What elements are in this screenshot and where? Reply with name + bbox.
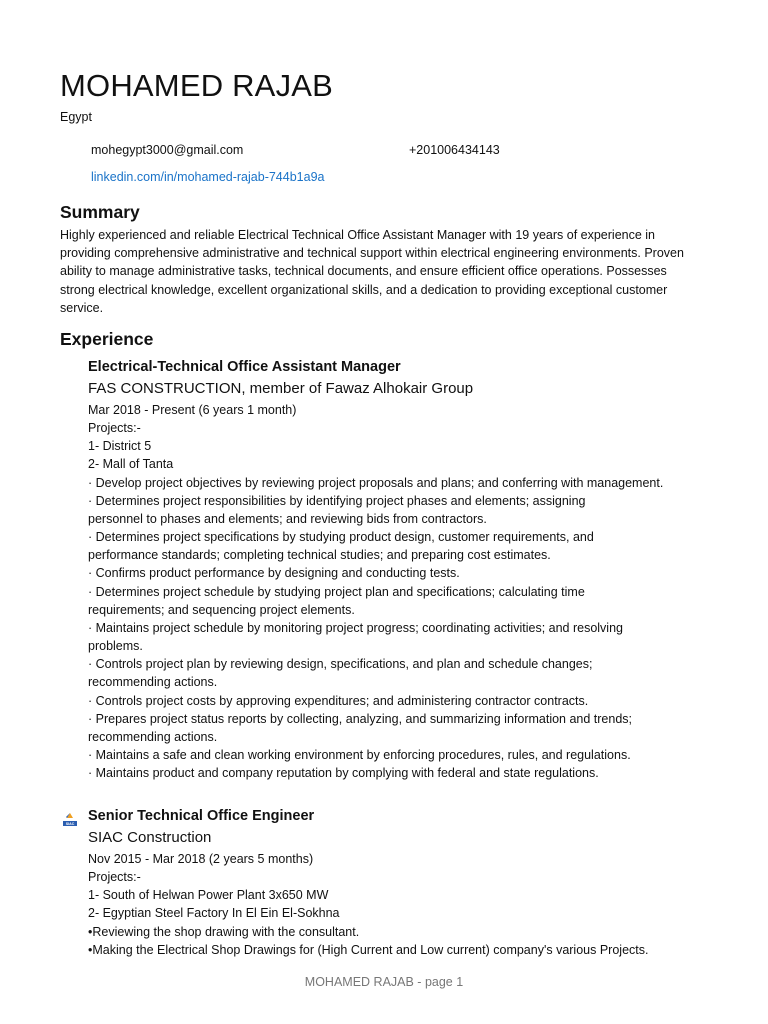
job-detail-line: · Controls project plan by reviewing design, specifications, and plan and schedule changes; [88, 657, 593, 672]
job-detail-line: 2- Egyptian Steel Factory In El Ein El-Sokhna [88, 906, 340, 921]
job-title: Senior Technical Office Engineer [88, 808, 315, 824]
job-detail-line: · Maintains product and company reputation by complying with federal and state regulations. [88, 766, 599, 781]
job-details [88, 401, 663, 782]
job-detail-line: · Maintains a safe and clean working environment by enforcing procedures, rules, and regulations. [88, 747, 631, 762]
job-detail-line: performance standards; completing technical studies; and preparing cost estimates. [88, 548, 551, 563]
job-detail-line: · Determines project responsibilities by identifying project phases and elements; assigning [88, 493, 586, 508]
job-detail-line: •Reviewing the shop drawing with the consultant. [88, 924, 360, 939]
job-detail-line: recommending actions. [88, 729, 218, 744]
summary-heading: Summary [60, 202, 140, 222]
job-details [88, 850, 648, 959]
job-detail-line: requirements; and sequencing project elements. [88, 602, 355, 617]
job-detail-line: Projects:- [88, 870, 141, 885]
page-footer: MOHAMED RAJAB - page 1 [304, 975, 464, 989]
company-name: FAS CONSTRUCTION, member of Fawaz Alhokair Group [88, 380, 474, 397]
job-detail-line: •Making the Electrical Shop Drawings for (High Current and Low current) company's various Projects. [88, 942, 649, 957]
job-detail-line: Nov 2015 - Mar 2018 (2 years 5 months) [88, 852, 314, 866]
job-detail-line: Mar 2018 - Present (6 years 1 month) [88, 403, 297, 417]
job-detail-line: · Confirms product performance by designing and conducting tests. [88, 566, 460, 581]
siac-logo-icon [62, 812, 78, 828]
country: Egypt [60, 110, 92, 124]
job-detail-line: 2- Mall of Tanta [88, 457, 174, 472]
experience-heading: Experience [60, 329, 154, 349]
linkedin-link[interactable]: linkedin.com/in/mohamed-rajab-744b1a9a [91, 170, 325, 184]
company-name: SIAC Construction [88, 829, 212, 846]
svg-text:SIAC: SIAC [65, 822, 75, 827]
email-address: mohegypt3000@gmail.com [91, 143, 244, 157]
job-detail-line: · Controls project costs by approving expenditures; and administering contractor contracts. [88, 693, 589, 708]
summary-text: Highly experienced and reliable Electrical Technical Office Assistant Manager with 19 years of experience in providing comprehensive administrative and technical support within electrical engineering environments. Proven ability to manage administrative tasks, technical documents, and ensure efficient office operations. Possesses strong electrical knowledge, excellent organizational skills, and a dedication to providing exceptional customer service. [60, 228, 684, 315]
job-detail-line: Projects:- [88, 421, 141, 436]
job-detail-line: · Prepares project status reports by collecting, analyzing, and summarizing information and trends; [88, 711, 633, 726]
job-title: Electrical-Technical Office Assistant Manager [88, 359, 401, 375]
job-detail-line: · Determines project schedule by studying project plan and specifications; calculating time [88, 584, 585, 599]
job-detail-line: · Develop project objectives by reviewing project proposals and plans; and conferring with management. [88, 475, 664, 490]
candidate-name: MOHAMED RAJAB [60, 68, 334, 103]
job-detail-line: · Determines project specifications by studying product design, customer requirements, and [88, 530, 594, 545]
job-detail-line: recommending actions. [88, 675, 218, 690]
job-detail-line: · Maintains project schedule by monitoring project progress; coordinating activities; and resolving [88, 620, 623, 635]
job-detail-line: 1- South of Helwan Power Plant 3x650 MW [88, 888, 329, 903]
job-detail-line: problems. [88, 639, 143, 654]
phone-number: +201006434143 [409, 143, 500, 157]
job-detail-line: 1- District 5 [88, 439, 152, 454]
job-detail-line: personnel to phases and elements; and reviewing bids from contractors. [88, 511, 487, 526]
